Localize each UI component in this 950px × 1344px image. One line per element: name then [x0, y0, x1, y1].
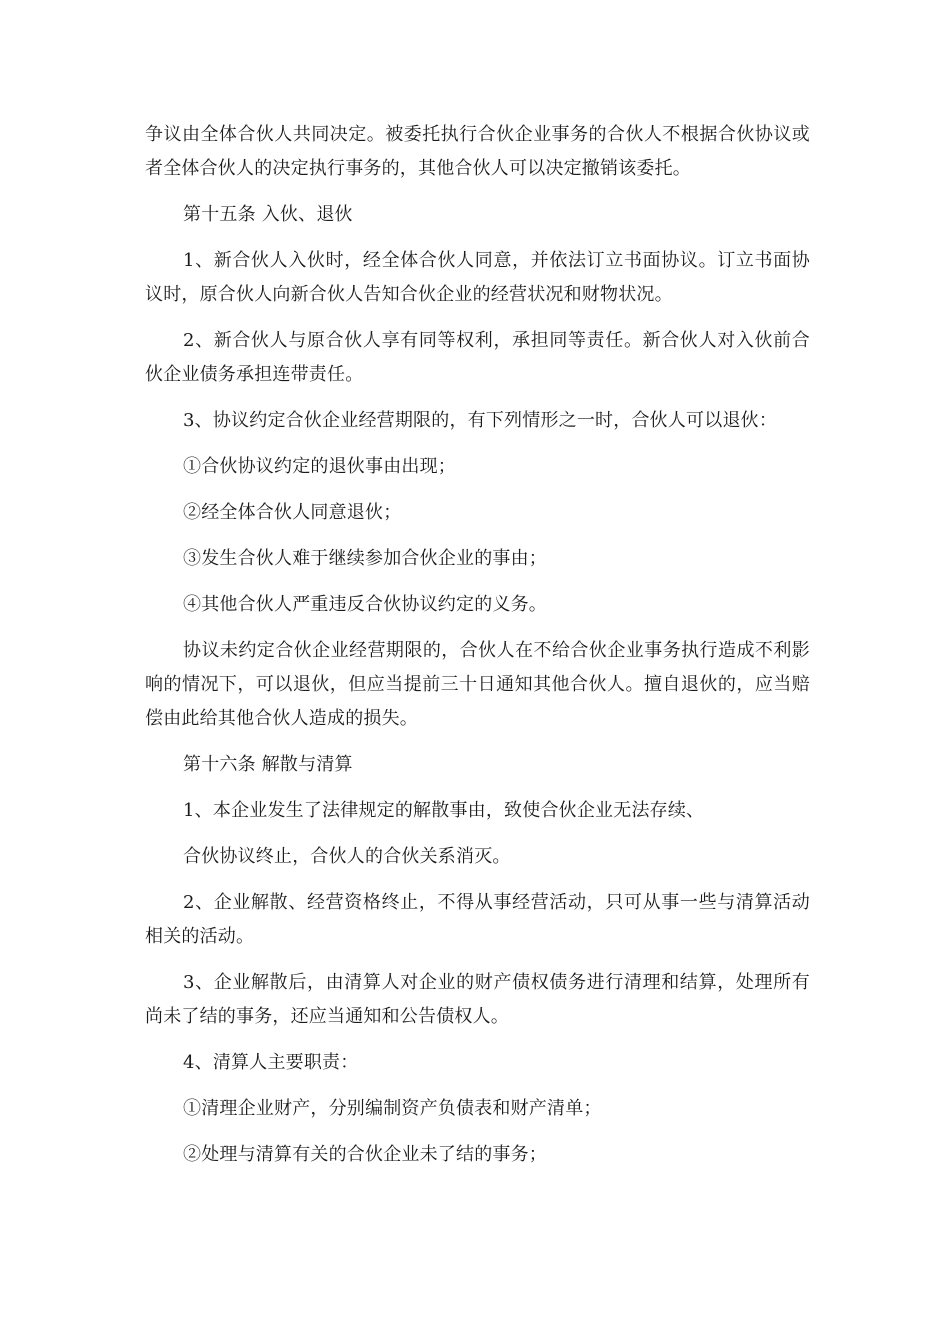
list-item: ③发生合伙人难于继续参加合伙企业的事由； [183, 548, 547, 569]
paragraph: 2、企业解散、经营资格终止，不得从事经营活动，只可从事一些与清算活动相关的活动。 [145, 892, 810, 947]
paragraph: 协议未约定合伙企业经营期限的，合伙人在不给合伙企业事务执行造成不利影响的情况下，可以退伙，但应当提前三十日通知其他合伙人。擅自退伙的，应当赔偿由此给其他合伙人造成的损失。 [145, 640, 810, 729]
list-item: ②经全体合伙人同意退伙； [183, 502, 402, 523]
paragraph: 1、本企业发生了法律规定的解散事由，致使合伙企业无法存续、 [183, 800, 705, 821]
article-heading-15: 第十五条 入伙、退伙 [183, 204, 353, 225]
paragraph: 2、新合伙人与原合伙人享有同等权利，承担同等责任。新合伙人对入伙前合伙企业债务承担连带责任。 [145, 330, 810, 385]
paragraph-continuation: 争议由全体合伙人共同决定。被委托执行合伙企业事务的合伙人不根据合伙协议或者全体合伙人的决定执行事务的，其他合伙人可以决定撤销该委托。 [145, 124, 810, 179]
paragraph: 3、企业解散后，由清算人对企业的财产债权债务进行清理和结算，处理所有尚未了结的事务，还应当通知和公告债权人。 [145, 972, 810, 1027]
paragraph: 4、清算人主要职责： [183, 1052, 359, 1073]
list-item: ④其他合伙人严重违反合伙协议约定的义务。 [183, 594, 547, 615]
paragraph: 1、新合伙人入伙时，经全体合伙人同意，并依法订立书面协议。订立书面协议时，原合伙人向新合伙人告知合伙企业的经营状况和财物状况。 [145, 250, 810, 305]
paragraph: 3、协议约定合伙企业经营期限的，有下列情形之一时，合伙人可以退伙： [183, 410, 778, 431]
list-item: ①清理企业财产，分别编制资产负债表和财产清单； [183, 1098, 602, 1119]
paragraph-continuation-line: 合伙协议终止，合伙人的合伙关系消灭。 [183, 846, 511, 867]
list-item: ①合伙协议约定的退伙事由出现； [183, 456, 456, 477]
document-body [145, 118, 810, 1184]
article-heading-16: 第十六条 解散与清算 [183, 754, 353, 775]
list-item: ②处理与清算有关的合伙企业未了结的事务； [183, 1144, 547, 1165]
